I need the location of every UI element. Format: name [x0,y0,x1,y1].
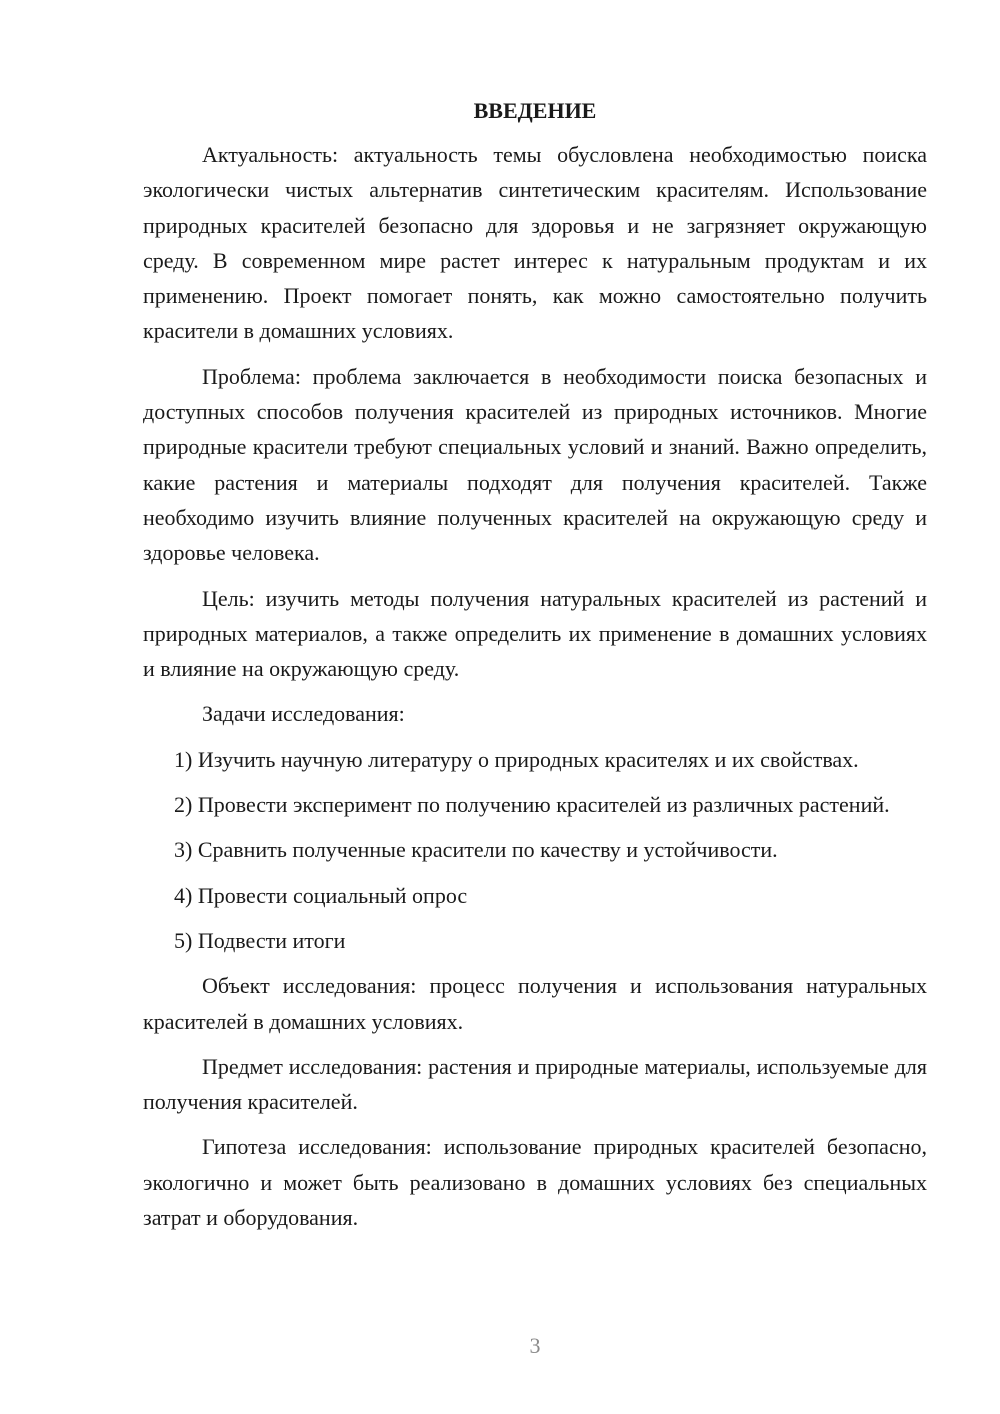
tasks-list [143,742,927,958]
object-paragraph: Объект исследования: процесс получения и использования натуральных красителей в домашних условиях. [143,973,927,1034]
list-item: 4) Провести социальный опрос [174,882,468,908]
hypothesis-paragraph: Гипотеза исследования: использование природных красителей безопасно, экологично и может быть реализовано в домашних условиях без специальных затрат и оборудования. [143,1134,927,1231]
goal-paragraph: Цель: изучить методы получения натуральных красителей из растений и природных материалов, а также определить их применение в домашних условиях и влияние на окружающую среду. [143,585,927,682]
page-content [143,95,927,1245]
problem-paragraph: Проблема: проблема заключается в необходимости поиска безопасных и доступных способов получения красителей из природных источников. Многие природные красители требуют специальных условий и знаний. Важно определить, какие растения и материалы подходят для получения красителей. Также необходимо изучить влияние полученных красителей на окружающую среду и здоровье человека. [143,363,927,566]
list-item: 3) Сравнить полученные красители по качеству и устойчивости. [174,837,778,863]
relevance-paragraph: Актуальность: актуальность темы обусловлена необходимостью поиска экологически чистых альтернатив синтетическим красителям. Использование природных красителей безопасно для здоровья и не загрязняет окружающую среду. В современном мире растет интерес к натуральным продуктам и их применению. Проект помогает понять, как можно самостоятельно получить красители в домашних условиях. [143,142,927,344]
subject-paragraph: Предмет исследования: растения и природные материалы, используемые для получения красителей. [143,1053,927,1115]
list-item: 1) Изучить научную литературу о природных красителях и их свойствах. [174,746,859,772]
page-number: 3 [529,1333,541,1358]
page-title: ВВЕДЕНИЕ [473,98,597,123]
list-item: 2) Провести эксперимент по получению красителей из различных растений. [174,792,890,818]
list-item: 5) Подвести итоги [174,927,346,953]
tasks-heading: Задачи исследования: [202,701,405,727]
